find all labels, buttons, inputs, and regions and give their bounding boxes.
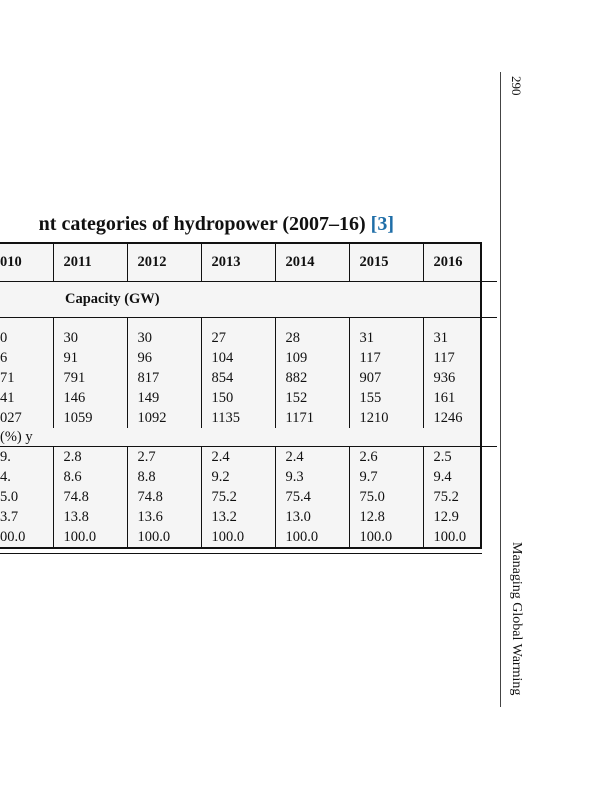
table-cell: 74.8	[127, 487, 201, 507]
column-header: 2016	[423, 244, 497, 282]
table-cell: .4	[0, 467, 53, 487]
table-cell: 12.9	[433, 509, 459, 525]
table-cell: 936	[433, 370, 456, 386]
column-header: 2013	[201, 244, 275, 282]
table-cell: 2.7	[127, 447, 201, 468]
table-row	[0, 318, 497, 349]
table-cell: 2.4	[201, 447, 275, 468]
table-cell: 9.4	[433, 469, 452, 485]
table-caption	[39, 213, 394, 236]
table-cell: 100.0	[275, 527, 349, 547]
table-cell: 8.6	[53, 467, 127, 487]
table-cell: 149	[127, 388, 201, 408]
table-cell: 13.0	[275, 507, 349, 527]
column-header: 2015	[349, 244, 423, 282]
section-row-capacity	[0, 282, 497, 318]
table-cell: 28	[275, 318, 349, 349]
column-header: 2014	[275, 244, 349, 282]
table-cell: 31	[433, 330, 448, 346]
table-cell: 1135	[201, 408, 275, 428]
table-cell: 100.0	[53, 527, 127, 547]
table-row	[0, 487, 497, 507]
table-cell: 30	[127, 318, 201, 349]
table-cell: 100.0	[349, 527, 423, 547]
table-cell: 13.6	[127, 507, 201, 527]
table-cell: 13.2	[201, 507, 275, 527]
data-table	[0, 242, 482, 549]
table-cell: 2.4	[275, 447, 349, 468]
table-cell: 117	[349, 348, 423, 368]
table-cell: 6	[0, 348, 53, 368]
table-cell: 00.0	[0, 527, 53, 547]
table-cell: 71	[0, 368, 53, 388]
table-cell: 1246	[433, 410, 463, 426]
column-header: 010	[0, 244, 53, 282]
table-cell: 9.7	[349, 467, 423, 487]
table-cell: 907	[349, 368, 423, 388]
table-cell: 1059	[53, 408, 127, 428]
running-title: Managing Global Warming	[509, 542, 524, 696]
table-cell: .9	[0, 447, 53, 468]
table-cell: 104	[201, 348, 275, 368]
table-cell: 100.0	[201, 527, 275, 547]
table-cell: 2.5	[433, 449, 452, 465]
table-row	[0, 527, 497, 547]
table-row	[0, 348, 497, 368]
table-cell: 1171	[275, 408, 349, 428]
table-cell: 100.0	[127, 527, 201, 547]
table-row	[0, 467, 497, 487]
table-row	[0, 447, 497, 468]
table-row	[0, 408, 497, 428]
table-cell: 5.0	[0, 487, 53, 507]
section-title-capacity: Capacity (GW)	[65, 291, 160, 307]
table-cell: 817	[127, 368, 201, 388]
table-cell: 152	[275, 388, 349, 408]
table-row	[0, 368, 497, 388]
running-head-rule	[500, 72, 501, 707]
table-cell: 109	[275, 348, 349, 368]
table-cell: 9.2	[201, 467, 275, 487]
table-row	[0, 388, 497, 408]
table-cell: 75.2	[201, 487, 275, 507]
table-cell: 854	[201, 368, 275, 388]
page-number: 290	[509, 76, 524, 96]
table-cell: 117	[433, 350, 455, 366]
caption-text: nt categories of hydropower (2007–16)	[38, 213, 366, 235]
table-cell: 1210	[349, 408, 423, 428]
table-cell: 146	[53, 388, 127, 408]
table-cell: 30	[53, 318, 127, 349]
column-header: 2011	[53, 244, 127, 282]
table-cell: 91	[53, 348, 127, 368]
table-cell: 3.7	[0, 507, 53, 527]
column-header: 2012	[127, 244, 201, 282]
table-cell: 150	[201, 388, 275, 408]
table-cell: 8.8	[127, 467, 201, 487]
table-cell: 12.8	[349, 507, 423, 527]
header-row	[0, 244, 497, 282]
table-cell: 027	[0, 408, 53, 428]
section-title-share: y (%)	[0, 429, 33, 445]
table-cell: 75.2	[433, 489, 459, 505]
table-cell: 155	[349, 388, 423, 408]
table-cell: 41	[0, 388, 53, 408]
table-cell: 791	[53, 368, 127, 388]
section-row-share	[0, 428, 497, 447]
table-cell: 75.4	[275, 487, 349, 507]
table-cell: 2.6	[349, 447, 423, 468]
table-cell: 2.8	[53, 447, 127, 468]
table-cell: 13.8	[53, 507, 127, 527]
table-cell: 882	[275, 368, 349, 388]
table-row	[0, 507, 497, 527]
table-cell: 31	[349, 318, 423, 349]
table-cell: 100.0	[433, 529, 467, 545]
table-cell: 1092	[127, 408, 201, 428]
table-cell: 161	[433, 390, 456, 406]
table-cell: 27	[201, 318, 275, 349]
table-cell: 96	[127, 348, 201, 368]
table-cell: 9.3	[275, 467, 349, 487]
table-cell: 75.0	[349, 487, 423, 507]
table-cell: 0	[0, 318, 53, 349]
caption-reference-link[interactable]: [3]	[370, 213, 394, 235]
table-cell: 74.8	[53, 487, 127, 507]
